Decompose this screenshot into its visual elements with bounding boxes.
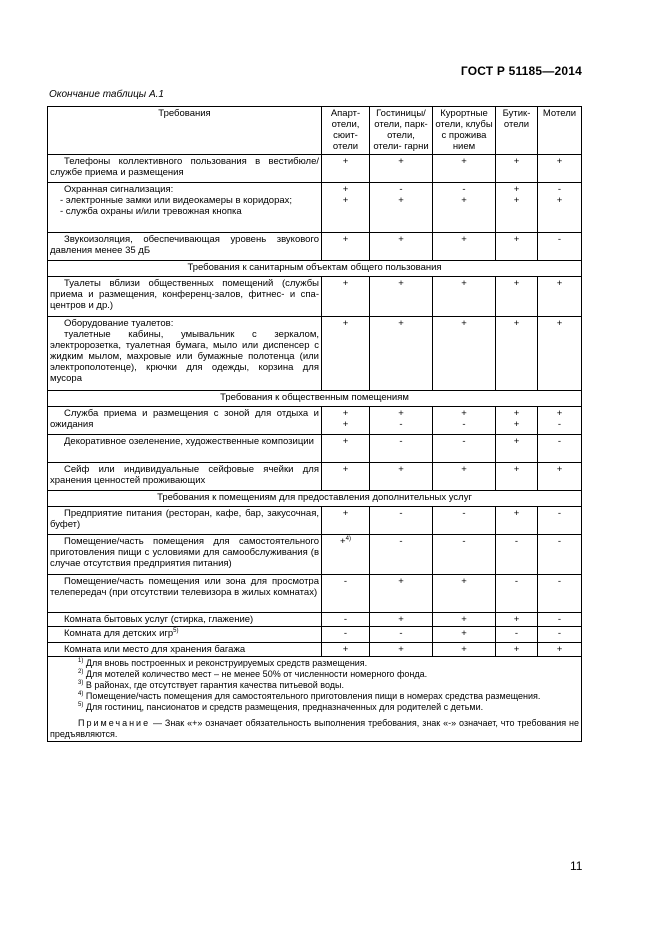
value-cell: - — [433, 535, 496, 575]
table-row — [48, 317, 582, 391]
footnotes-row — [48, 657, 582, 742]
value: + — [342, 419, 349, 430]
row-text-luggage: Комната или место для хранения багажа — [64, 644, 246, 655]
value-cell: - — [538, 627, 582, 643]
value-cell: + — [433, 317, 496, 391]
row-text — [48, 507, 322, 535]
value-cell: + — [496, 613, 538, 627]
table-row — [48, 233, 582, 261]
value-cell: + — [322, 233, 370, 261]
footnote-4 — [50, 691, 579, 702]
row-text-phones: Телефоны коллективного пользования в вестибюле/службе приема и размещения — [50, 156, 319, 178]
value: - — [462, 419, 466, 430]
table-row — [48, 575, 582, 613]
footnote-text: Для мотелей количество мест – не менее 50% от численности номерного фонда. — [85, 669, 428, 679]
row-text — [48, 277, 322, 317]
footnote-text: Для вновь построенных и реконструируемых средств размещения. — [85, 658, 368, 668]
value: + — [461, 195, 467, 206]
table-row — [48, 277, 582, 317]
section-heading-additional: Требования к помещениям для предоставления дополнительных услуг — [48, 491, 582, 507]
value-cell: - — [370, 627, 433, 643]
value-cell: - — [370, 507, 433, 535]
header-resort-hotels: Курортные отели, клубы с прожива нием — [433, 107, 496, 155]
value-cell: + — [538, 155, 582, 183]
footnote-marker: 5) — [78, 702, 84, 708]
header-motels: Мотели — [538, 107, 582, 155]
section-row — [48, 391, 582, 407]
table-note — [50, 718, 579, 740]
table-row — [48, 643, 582, 657]
header-boutique-hotels: Бутик-отели — [496, 107, 538, 155]
value: + — [556, 195, 563, 206]
footnote-text: В районах, где отсутствует гарантия качества питьевой воды. — [85, 680, 344, 690]
row-text-soundproof: Звукоизоляция, обеспечивающая уровень звукового давления менее 35 дБ — [50, 234, 319, 256]
value-cell — [538, 407, 582, 435]
footnotes — [48, 657, 582, 742]
value-cell: - — [433, 435, 496, 463]
value: + — [340, 536, 346, 547]
value-cell: + — [496, 643, 538, 657]
value-cell — [370, 183, 433, 233]
value-cell: + — [496, 277, 538, 317]
row-text-safe: Сейф или индивидуальные сейфовые ячейки для хранения ценностей проживающих — [50, 464, 319, 486]
value-cell: - — [322, 613, 370, 627]
section-row — [48, 491, 582, 507]
row-text-household: Комната бытовых услуг (стирка, глажение) — [64, 614, 254, 625]
value-cell — [322, 407, 370, 435]
value-cell: + — [496, 435, 538, 463]
value-cell: + — [322, 317, 370, 391]
row-text-tv: Помещение/часть помещения или зона для просмотра телепередач (при отсутствии телевизора в жилых комнатах) — [50, 576, 319, 598]
footnote-marker: 2) — [78, 669, 84, 675]
row-text — [48, 535, 322, 575]
value-cell — [433, 183, 496, 233]
value-cell: + — [322, 463, 370, 491]
value-cell: + — [538, 277, 582, 317]
value-cell: + — [433, 463, 496, 491]
value: + — [513, 195, 520, 206]
value-cell: + — [433, 155, 496, 183]
footnote-2 — [50, 669, 579, 680]
table-row — [48, 407, 582, 435]
value-cell: + — [496, 233, 538, 261]
value-cell: + — [370, 317, 433, 391]
value-cell: - — [538, 575, 582, 613]
value-cell: + — [370, 575, 433, 613]
row-text-selfcook: Помещение/часть помещения для самостоятельного приготовления пищи с условиями для самообслуживания (в случае отсутствия предприятия питания) — [50, 536, 319, 569]
note-text: — Знак «+» означает обязательность выполнения требования, знак «-» означает, что требования не предъявляются. — [50, 718, 579, 739]
row-text — [48, 627, 322, 643]
value-cell — [322, 183, 370, 233]
value-cell — [322, 535, 370, 575]
value: + — [398, 408, 404, 419]
section-heading-public: Требования к общественным помещениям — [48, 391, 582, 407]
table-row — [48, 463, 582, 491]
row-text-equipment-title: Оборудование туалетов: — [64, 318, 174, 329]
value-cell: + — [433, 233, 496, 261]
value-cell: + — [370, 277, 433, 317]
table-header-row — [48, 107, 582, 155]
value-cell: + — [370, 613, 433, 627]
value: + — [342, 408, 349, 419]
row-text-security-line1: - электронные замки или видеокамеры в коридорах; — [60, 195, 293, 206]
row-text-greenery: Декоративное озеленение, художественные композиции — [64, 436, 314, 447]
value-cell: - — [370, 435, 433, 463]
value-cell: + — [496, 317, 538, 391]
footnote-ref: 5) — [173, 628, 179, 634]
row-text — [48, 407, 322, 435]
value-cell: + — [538, 643, 582, 657]
value-cell: + — [370, 643, 433, 657]
value: - — [557, 419, 562, 430]
value-cell: + — [496, 463, 538, 491]
value-cell: + — [322, 277, 370, 317]
row-text — [48, 435, 322, 463]
value-cell: + — [433, 277, 496, 317]
value: + — [513, 408, 520, 419]
value-cell: - — [538, 535, 582, 575]
table-row — [48, 155, 582, 183]
footnote-text: Помещение/часть помещения для самостоятельного приготовления пищи в номерах средства размещения. — [85, 691, 541, 701]
table-row — [48, 435, 582, 463]
value-cell: - — [322, 575, 370, 613]
value-cell: - — [496, 535, 538, 575]
value-cell: - — [322, 627, 370, 643]
footnote-text: Для гостиниц, пансионатов и средств размещения, предназначенных для родителей с детьми. — [85, 702, 484, 712]
row-text — [48, 155, 322, 183]
table-row — [48, 613, 582, 627]
footnote-marker: 4) — [78, 691, 84, 697]
requirements-table — [47, 106, 582, 742]
value: - — [399, 184, 403, 195]
value-cell — [496, 407, 538, 435]
value-cell: - — [370, 535, 433, 575]
row-text-catering: Предприятие питания (ресторан, кафе, бар, закусочная, буфет) — [50, 508, 319, 530]
document-standard-code: ГОСТ Р 51185—2014 — [460, 64, 582, 78]
section-row — [48, 261, 582, 277]
value-cell: - — [433, 507, 496, 535]
row-text — [48, 463, 322, 491]
table-caption: Окончание таблицы А.1 — [49, 89, 164, 100]
footnote-marker: 3) — [78, 680, 84, 686]
table-row — [48, 183, 582, 233]
page-number: 11 — [570, 859, 583, 873]
value-cell: - — [496, 627, 538, 643]
value: + — [461, 408, 467, 419]
value: + — [398, 195, 404, 206]
section-heading-sanitary: Требования к санитарным объектам общего пользования — [48, 261, 582, 277]
value-cell: + — [538, 317, 582, 391]
footnote-marker: 1) — [78, 658, 84, 664]
row-text — [48, 183, 322, 233]
value-cell — [433, 407, 496, 435]
row-text — [48, 643, 322, 657]
value-cell: + — [322, 507, 370, 535]
footnote-3 — [50, 680, 579, 691]
value-cell: + — [496, 155, 538, 183]
row-text-security-line2: - служба охраны и/или тревожная кнопка — [60, 206, 242, 217]
value-cell: - — [538, 233, 582, 261]
value: - — [399, 419, 403, 430]
value-cell: + — [433, 643, 496, 657]
header-requirements: Требования — [48, 107, 322, 155]
value-cell: + — [433, 575, 496, 613]
table-row — [48, 507, 582, 535]
value: - — [557, 184, 562, 195]
header-apart-hotels: Апарт-отели, сюит-отели — [322, 107, 370, 155]
value: - — [462, 184, 466, 195]
row-text-equipment: туалетные кабины, умывальник с зеркалом, электророзетка, туалетная бумага, мыло или диспенсер с жидким мылом, махровые или бумажные полотенца (или электрополотенце), крючки для одежды, корзина для мусора — [50, 329, 319, 384]
row-text-kids-label: Комната для детских игр — [64, 628, 174, 639]
value: + — [342, 184, 349, 195]
footnote-5 — [50, 702, 579, 713]
row-text — [48, 233, 322, 261]
value-cell: + — [538, 463, 582, 491]
value: + — [556, 408, 563, 419]
value: + — [513, 184, 520, 195]
value-cell — [538, 183, 582, 233]
row-text-toilets: Туалеты вблизи общественных помещений (службы приема и размещения, конференц-залов, фитнес- и спа-центров и др.) — [50, 278, 319, 311]
value-cell: + — [370, 463, 433, 491]
value-cell: - — [538, 613, 582, 627]
value-cell — [370, 407, 433, 435]
row-text-reception: Служба приема и размещения с зоной для отдыха и ожидания — [50, 408, 319, 430]
row-text-security-title: Охранная сигнализация: — [64, 184, 174, 195]
value-cell: + — [322, 435, 370, 463]
header-hotels: Гостиницы/ отели, парк-отели, отели- гарни — [370, 107, 433, 155]
footnote-ref: 4) — [345, 536, 351, 542]
row-text — [48, 613, 322, 627]
row-text — [48, 575, 322, 613]
row-text — [48, 317, 322, 391]
value-cell: + — [370, 233, 433, 261]
value: + — [342, 195, 349, 206]
value-cell: + — [433, 627, 496, 643]
value-cell: + — [370, 155, 433, 183]
value: + — [513, 419, 520, 430]
value-cell: + — [322, 155, 370, 183]
value-cell — [496, 183, 538, 233]
table-row — [48, 535, 582, 575]
value-cell: + — [433, 613, 496, 627]
value-cell: + — [322, 643, 370, 657]
table-row — [48, 627, 582, 643]
note-label: Примечание — [78, 718, 151, 728]
row-text-kids — [50, 628, 319, 639]
value-cell: - — [538, 435, 582, 463]
value-cell: - — [538, 507, 582, 535]
value-cell: - — [496, 575, 538, 613]
footnote-1 — [50, 658, 579, 669]
value-cell: + — [496, 507, 538, 535]
